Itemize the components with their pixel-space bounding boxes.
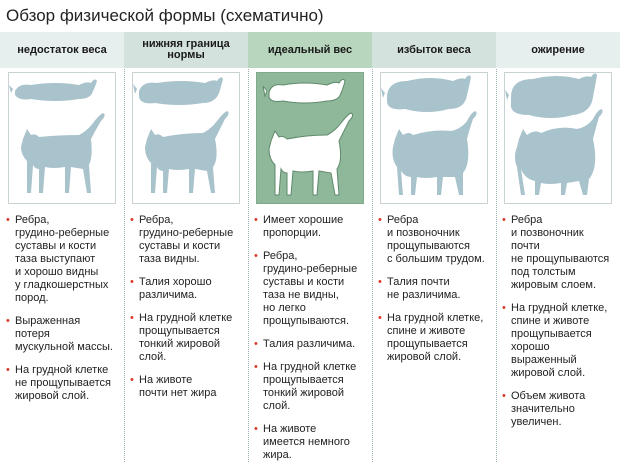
- item-text: На грудной клетке, спине и животе прощупывается жировой слой.: [387, 312, 484, 363]
- list-item: [378, 312, 492, 364]
- item-text: На животе почти нет жира: [139, 374, 217, 399]
- column-overweight: [372, 32, 496, 462]
- list-item: [378, 276, 492, 302]
- item-text: На животе имеется немного жира.: [263, 423, 350, 461]
- bullet-icon: •: [502, 214, 506, 226]
- list-item: [130, 276, 244, 302]
- cat-illustration-panel: [256, 72, 364, 204]
- cat-illustration-panel: [132, 72, 240, 204]
- item-text: На грудной клетке не прощупывается жировой слой.: [15, 364, 111, 402]
- list-item: [254, 423, 368, 462]
- cat-illustration-panel: [504, 72, 612, 204]
- list-item: [130, 214, 244, 266]
- item-text: Талия различима.: [263, 338, 356, 350]
- column-items: [6, 214, 120, 413]
- item-text: Талия почти не различима.: [387, 276, 461, 301]
- list-item: [6, 364, 120, 403]
- bullet-icon: •: [502, 390, 506, 402]
- item-text: Объем живота значительно увеличен.: [511, 390, 586, 428]
- body-condition-chart: [0, 32, 620, 462]
- bullet-icon: •: [254, 361, 258, 373]
- item-text: На грудной клетке, спине и животе прощупывается хорошо выраженный жировой слой.: [511, 302, 608, 379]
- cat-ideal-icon: [257, 73, 363, 203]
- bullet-icon: •: [378, 276, 382, 288]
- list-item: [130, 312, 244, 364]
- list-item: [254, 250, 368, 328]
- list-item: [502, 390, 616, 429]
- bullet-icon: •: [254, 250, 258, 262]
- item-text: Ребра и позвоночник почти не прощупываются под толстым жировым слоем.: [511, 214, 610, 291]
- item-text: На грудной клетке прощупывается тонкий жировой слой.: [263, 361, 357, 412]
- list-item: [6, 214, 120, 305]
- item-text: Имеет хорошие пропорции.: [263, 214, 344, 239]
- column-items: [378, 214, 492, 374]
- list-item: [254, 361, 368, 413]
- column-ideal: [248, 32, 372, 462]
- bullet-icon: •: [378, 214, 382, 226]
- column-obese: [496, 32, 620, 462]
- bullet-icon: •: [6, 315, 10, 327]
- column-header: избыток веса: [372, 32, 496, 68]
- column-items: [130, 214, 244, 410]
- item-text: Талия хорошо различима.: [139, 276, 212, 301]
- column-header: нижняя граница нормы: [124, 32, 248, 68]
- bullet-icon: •: [130, 214, 134, 226]
- list-item: [254, 214, 368, 240]
- column-underweight: [0, 32, 124, 462]
- bullet-icon: •: [254, 423, 258, 435]
- item-text: Ребра и позвоночник прощупываются с большим трудом.: [387, 214, 485, 265]
- bullet-icon: •: [130, 312, 134, 324]
- page-title: Обзор физической формы (схематично): [6, 6, 324, 25]
- cat-lower-normal-icon: [133, 73, 239, 203]
- column-lower-normal: [124, 32, 248, 462]
- bullet-icon: •: [254, 338, 258, 350]
- cat-underweight-icon: [9, 73, 115, 203]
- bullet-icon: •: [254, 214, 258, 226]
- list-item: [254, 338, 368, 351]
- item-text: Выраженная потеря мускульной массы.: [15, 315, 113, 353]
- item-text: Ребра, грудино-реберные суставы и кости таза видны.: [139, 214, 234, 265]
- column-header: недостаток веса: [0, 32, 124, 68]
- column-items: [502, 214, 616, 439]
- bullet-icon: •: [130, 374, 134, 386]
- item-text: На грудной клетке прощупывается тонкий жировой слой.: [139, 312, 233, 363]
- column-items: [254, 214, 368, 462]
- list-item: [6, 315, 120, 354]
- list-item: [378, 214, 492, 266]
- list-item: [502, 302, 616, 380]
- cat-illustration-panel: [8, 72, 116, 204]
- list-item: [130, 374, 244, 400]
- column-header: ожирение: [496, 32, 620, 68]
- cat-illustration-panel: [380, 72, 488, 204]
- bullet-icon: •: [378, 312, 382, 324]
- column-header: идеальный вес: [248, 32, 372, 68]
- cat-obese-icon: [505, 73, 611, 203]
- bullet-icon: •: [502, 302, 506, 314]
- bullet-icon: •: [6, 214, 10, 226]
- item-text: Ребра, грудино-реберные суставы и кости таза выступают и хорошо видны у гладкошерстных пород.: [15, 214, 110, 304]
- item-text: Ребра, грудино-реберные суставы и кости таза не видны, но легко прощупываются.: [263, 250, 358, 327]
- bullet-icon: •: [130, 276, 134, 288]
- list-item: [502, 214, 616, 292]
- bullet-icon: •: [6, 364, 10, 376]
- cat-overweight-icon: [381, 73, 487, 203]
